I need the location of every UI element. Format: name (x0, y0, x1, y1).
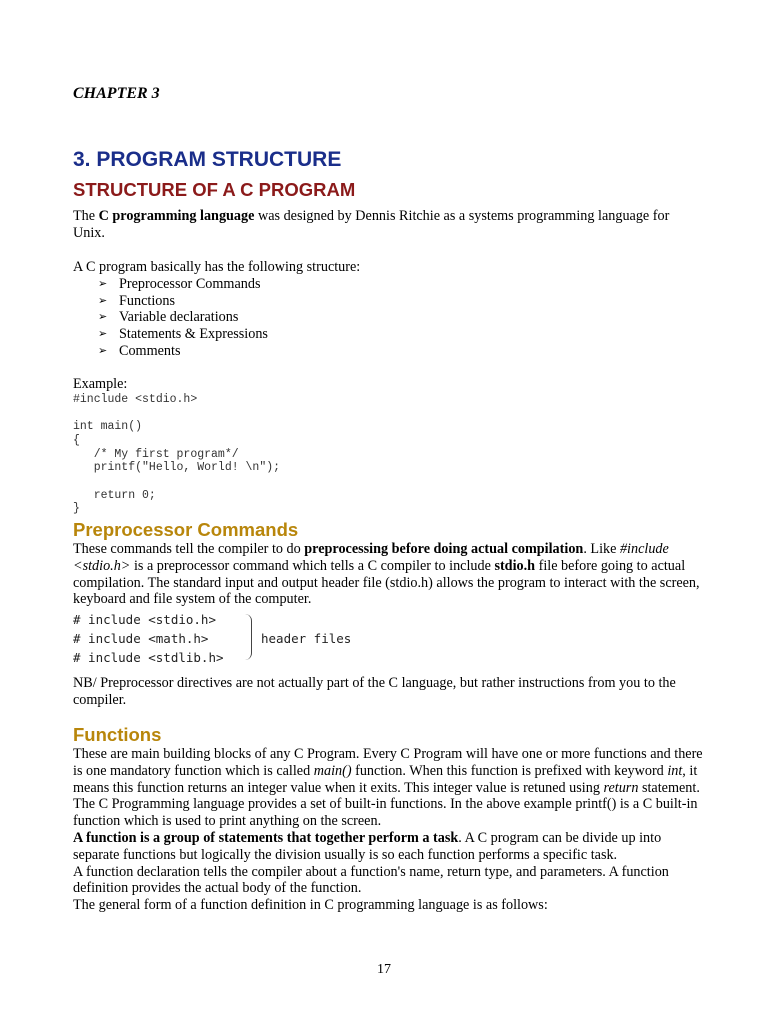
preprocessor-paragraph: These commands tell the compiler to do preprocessing before doing actual compilation. Like #include <stdio.h> is a preprocessor command which tells a C compiler to include stdio.h file before going to actual compilation. The standard input and output header file (stdio.h) allows the program to interact with the screen, keyboard and file system of the computer. (73, 541, 700, 608)
preprocessor-heading: Preprocessor Commands (73, 519, 299, 540)
functions-paragraph-3: A function is a group of statements that together perform a task. A C program can be divide up into separate functions but logically the division usually is so each function performs a specific task. (73, 829, 662, 863)
functions-paragraph-4: A function declaration tells the compiler about a function's name, return type, and parameters. A function definition provides the actual body of the function. (73, 863, 669, 897)
preprocessor-section (73, 519, 703, 608)
section-heading: STRUCTURE OF A C PROGRAM (73, 179, 356, 200)
functions-paragraph-1: These are main building blocks of any C Program. Every C Program will have one or more functions and there is one mandatory function which is called main() function. When this function is prefixed with keyword int, it means this function returns an integer value when it exits. This integer value is retuned using return statement. (73, 746, 703, 796)
arrow-bullet-icon: ➢ (98, 310, 108, 324)
intro-paragraph: The C programming language was designed by Dennis Ritchie as a systems programming language for Unix. (73, 208, 670, 241)
structure-section (73, 259, 703, 360)
example-code: #include <stdio.h> int main() { /* My first program*/ printf("Hello, World! \n"); return 0; } (73, 392, 281, 516)
page-number: 17 (377, 962, 391, 977)
functions-paragraph-2: The C Programming language provides a set of built-in functions. In the above example printf() is a C built-in function which is used to print anything on the screen. (73, 796, 698, 830)
arrow-bullet-icon: ➢ (98, 276, 108, 290)
chapter-label: CHAPTER 3 (73, 85, 160, 102)
arrow-bullet-icon: ➢ (98, 327, 108, 341)
page-title: 3. PROGRAM STRUCTURE (73, 148, 342, 171)
structure-intro: A C program basically has the following structure: (73, 259, 361, 275)
include-line: # include <stdlib.h> (73, 650, 224, 665)
structure-list (73, 276, 703, 360)
list-item: ➢ Variable declarations (98, 309, 239, 326)
list-item: ➢ Statements & Expressions (98, 326, 268, 343)
include-example-figure (73, 610, 373, 666)
list-item: ➢ Functions (98, 292, 175, 309)
arrow-bullet-icon: ➢ (98, 343, 108, 357)
functions-section (73, 724, 703, 914)
functions-heading: Functions (73, 724, 162, 745)
example-label: Example: (73, 376, 128, 392)
example-section (73, 376, 703, 516)
nb-paragraph: NB/ Preprocessor directives are not actually part of the C language, but rather instructions from you to the compiler. (73, 675, 676, 708)
curly-brace-icon (245, 614, 252, 660)
include-line: # include <math.h> (73, 631, 209, 646)
list-item: ➢ Preprocessor Commands (98, 275, 261, 292)
header-files-label: header files (261, 631, 352, 646)
include-line: # include <stdio.h> (73, 612, 216, 627)
list-item: ➢ Comments (98, 342, 181, 359)
arrow-bullet-icon: ➢ (98, 293, 108, 307)
functions-paragraph-5: The general form of a function definition in C programming language is as follows: (73, 897, 548, 914)
